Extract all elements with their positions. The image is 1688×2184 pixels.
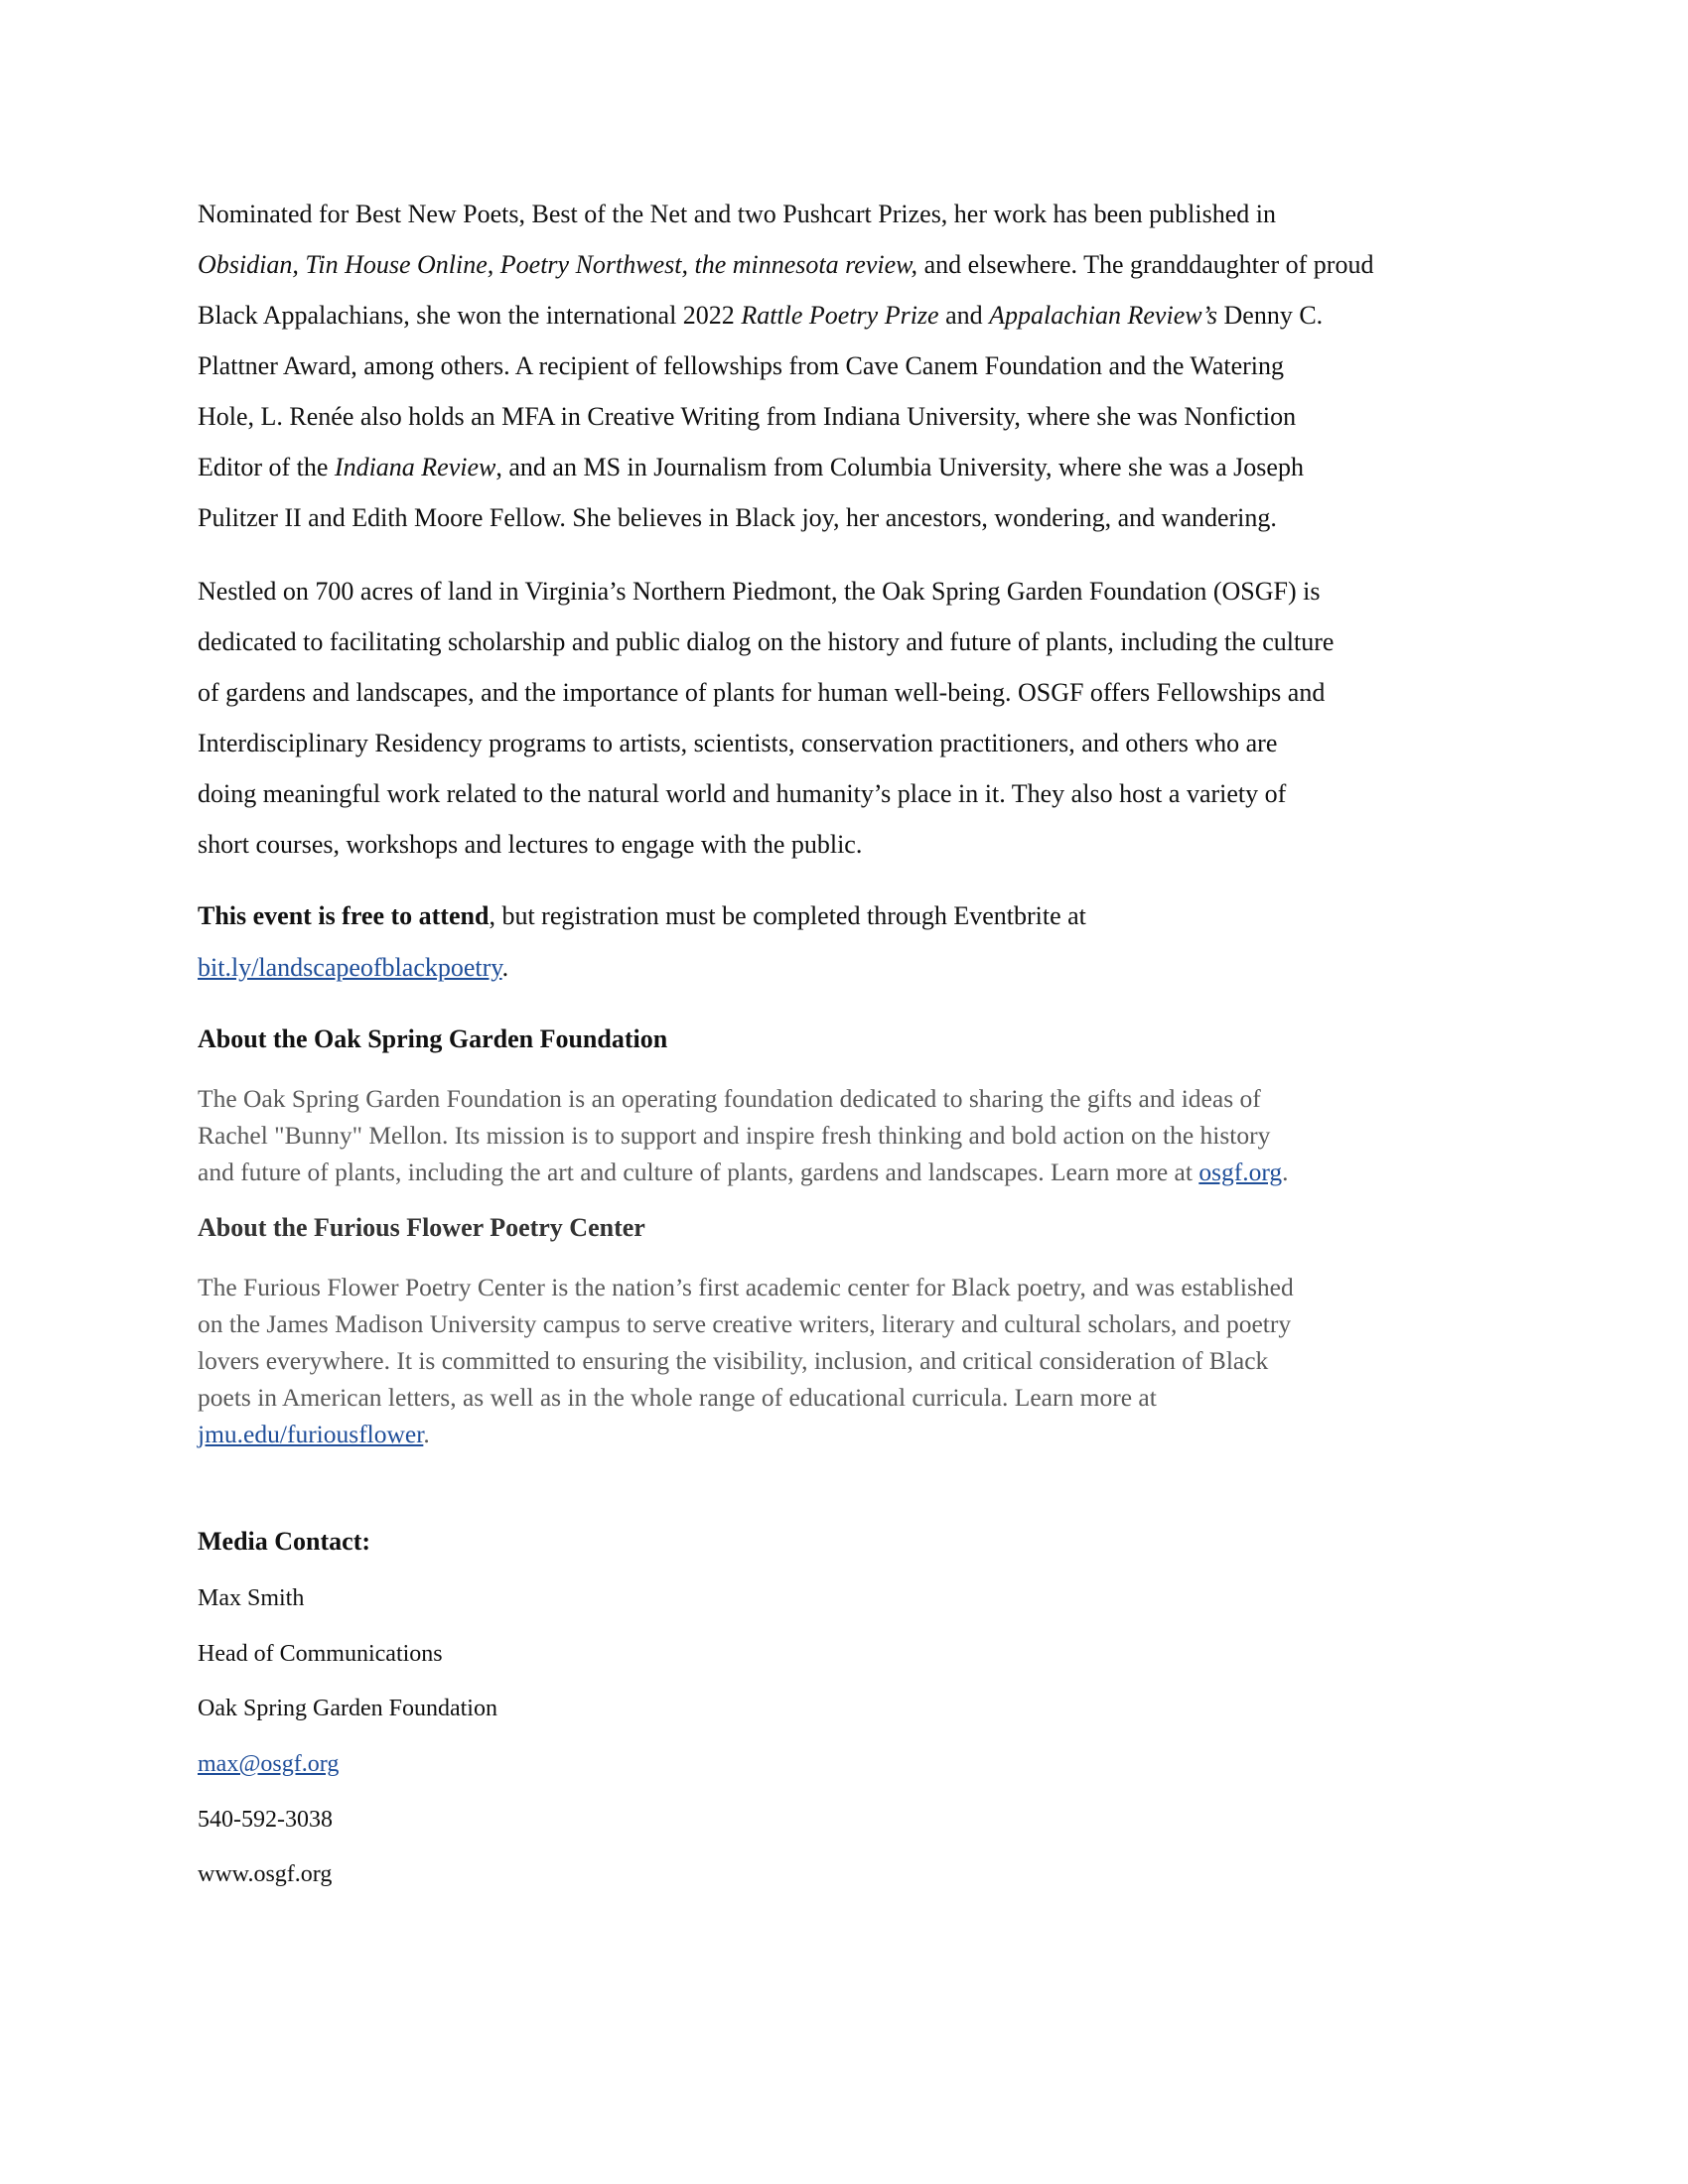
text-line <box>198 1346 1268 1376</box>
text-line <box>198 250 1373 280</box>
text-line <box>198 1309 1291 1339</box>
text-segment: and <box>938 301 990 330</box>
contact-website: www.osgf.org <box>198 1861 333 1887</box>
text-line <box>198 301 1323 331</box>
contact-email-link[interactable]: max@osgf.org <box>198 1751 340 1777</box>
text-segment: poets in American letters, as well as in the whole range of educational curricula. Learn more at <box>198 1383 1157 1412</box>
text-line <box>198 1273 1294 1302</box>
text-segment: lovers everywhere. It is committed to ensuring the visibility, inclusion, and critical consideration of Black <box>198 1346 1269 1375</box>
text-segment: of gardens and landscapes, and the importance of plants for human well-being. OSGF offers Fellowships and <box>198 678 1326 707</box>
contact-phone: 540-592-3038 <box>198 1807 333 1833</box>
text-line <box>198 402 1296 432</box>
text-line <box>198 200 1276 229</box>
text-segment: doing meaningful work related to the natural world and humanity’s place in it. They also host a variety of <box>198 779 1287 808</box>
text-segment: dedicated to facilitating scholarship and public dialog on the history and future of plants, including the culture <box>198 627 1335 656</box>
text-segment: Denny C. <box>1217 301 1324 330</box>
text-line <box>198 901 1086 931</box>
media-contact-heading: Media Contact: <box>198 1527 371 1556</box>
text-segment: . <box>423 1420 430 1448</box>
text-segment: Nestled on 700 acres of land in Virginia’s Northern Piedmont, the Oak Spring Garden Foundation (OSGF) is <box>198 577 1321 606</box>
text-line <box>198 1383 1157 1413</box>
text-segment: . <box>1282 1158 1289 1186</box>
text-segment: Hole, L. Renée also holds an MFA in Creative Writing from Indiana University, where she was Nonfiction <box>198 402 1297 431</box>
text-segment: , and an MS in Journalism from Columbia University, where she was a Joseph <box>495 453 1304 481</box>
italic-text: Indiana Review <box>334 453 496 481</box>
text-line <box>198 627 1334 657</box>
link[interactable]: osgf.org <box>1198 1158 1283 1186</box>
text-segment: and future of plants, including the art and culture of plants, gardens and landscapes. Learn more at <box>198 1158 1199 1186</box>
contact-title: Head of Communications <box>198 1641 443 1667</box>
about-osgf-heading: About the Oak Spring Garden Foundation <box>198 1024 668 1053</box>
text-line <box>198 729 1277 758</box>
bold-text: This event is free to attend <box>198 901 490 930</box>
text-segment: Pulitzer II and Edith Moore Fellow. She believes in Black joy, her ancestors, wondering, and wandering. <box>198 503 1277 532</box>
text-line <box>198 1084 1261 1114</box>
text-segment: The Furious Flower Poetry Center is the nation’s first academic center for Black poetry, and was established <box>198 1273 1294 1301</box>
text-segment: Rachel "Bunny" Mellon. Its mission is to support and inspire fresh thinking and bold action on the history <box>198 1121 1271 1150</box>
contact-organization: Oak Spring Garden Foundation <box>198 1696 497 1721</box>
text-segment: , but registration must be completed through Eventbrite at <box>489 901 1086 930</box>
text-segment: Interdisciplinary Residency programs to artists, scientists, conservation practitioners, and others who are <box>198 729 1278 757</box>
text-line <box>198 453 1304 482</box>
text-segment: Black Appalachians, she won the international 2022 <box>198 301 742 330</box>
text-line <box>198 678 1325 708</box>
text-line <box>198 503 1277 533</box>
text-line <box>198 577 1321 607</box>
text-segment: The Oak Spring Garden Foundation is an operating foundation dedicated to sharing the gifts and ideas of <box>198 1084 1261 1113</box>
text-segment: on the James Madison University campus to serve creative writers, literary and cultural scholars, and poetry <box>198 1309 1292 1338</box>
italic-text: Obsidian, Tin House Online, Poetry Northwest, the minnesota review, <box>198 250 918 279</box>
italic-text: Rattle Poetry Prize <box>741 301 939 330</box>
contact-name: Max Smith <box>198 1585 305 1611</box>
text-line <box>198 1158 1289 1187</box>
text-segment: Plattner Award, among others. A recipient of fellowships from Cave Canem Foundation and the Watering <box>198 351 1285 380</box>
link[interactable]: jmu.edu/furiousflower <box>198 1420 424 1448</box>
italic-text: Appalachian Review’s <box>989 301 1218 330</box>
text-line <box>198 1420 430 1449</box>
text-segment: Nominated for Best New Poets, Best of the Net and two Pushcart Prizes, her work has been published in <box>198 200 1277 228</box>
text-line <box>198 779 1286 809</box>
text-line <box>198 351 1284 381</box>
text-line <box>198 953 508 983</box>
text-line <box>198 1121 1270 1151</box>
text-segment: Editor of the <box>198 453 335 481</box>
text-segment: . <box>501 953 509 982</box>
text-segment: short courses, workshops and lectures to engage with the public. <box>198 830 863 859</box>
text-line <box>198 830 862 860</box>
text-segment: and elsewhere. The granddaughter of proud <box>917 250 1374 279</box>
link[interactable]: bit.ly/landscapeofblackpoetry <box>198 953 502 982</box>
about-ffpc-heading: About the Furious Flower Poetry Center <box>198 1213 645 1242</box>
